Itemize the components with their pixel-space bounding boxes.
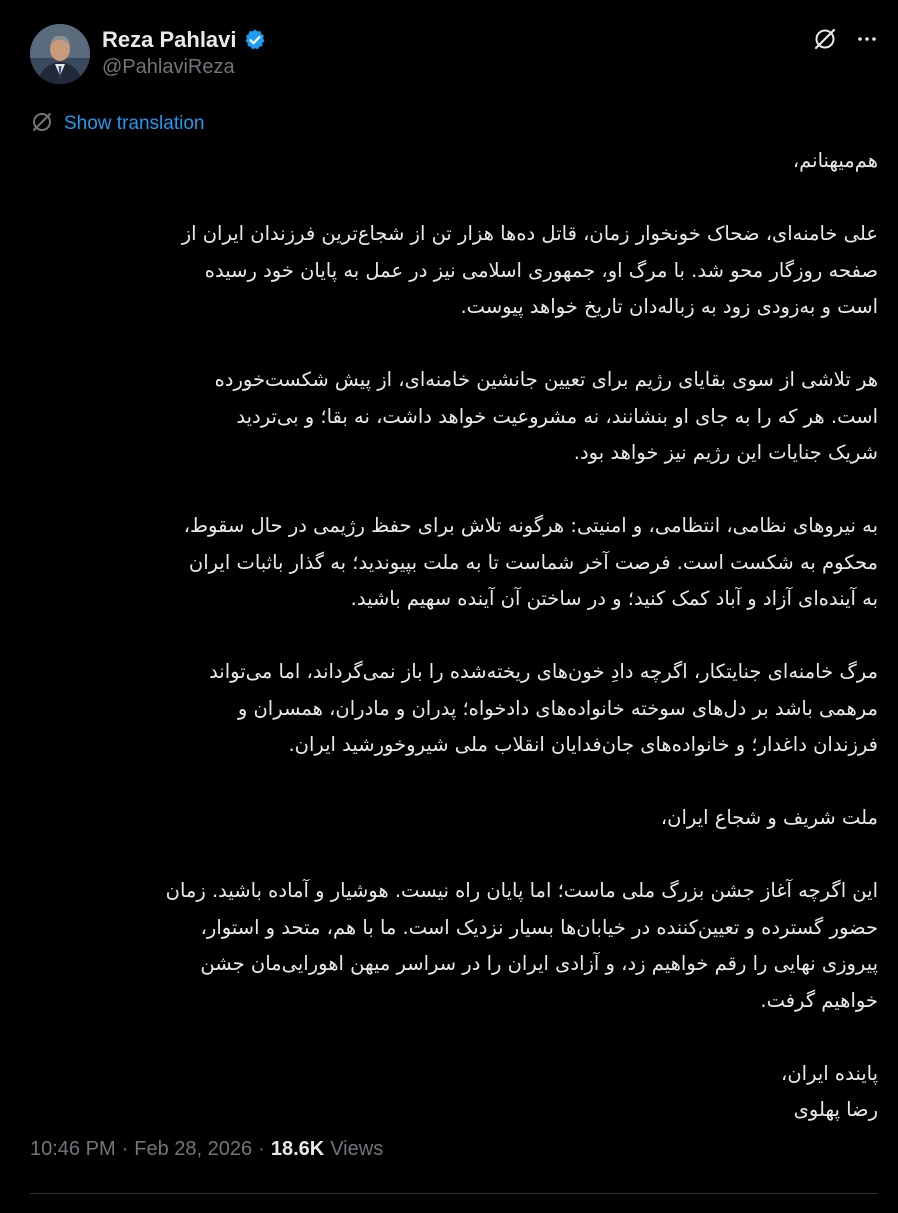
show-translation[interactable] — [30, 110, 204, 138]
text-line: است و به‌زودی زود به زباله‌دان تاریخ خواهد پیوست. — [460, 295, 878, 318]
text-line: علی خامنه‌ای، ضحاک خونخوار زمان، قاتل ده‌ها هزار تن از شجاع‌ترین فرزندان ایران از — [181, 222, 878, 245]
divider — [30, 1193, 878, 1194]
tweet-body — [30, 143, 878, 1129]
header-actions — [812, 26, 880, 52]
text-line: صفحه روزگار محو شد. با مرگ او، جمهوری اسلامی نیز در عمل به پایان خود رسیده — [204, 258, 878, 282]
paragraph-succession — [30, 362, 878, 472]
paragraph-khamenei — [30, 216, 878, 326]
text-line: هر تلاشی از سوی بقایای رژیم برای تعیین جانشین خامنه‌ای، از پیش شکست‌خورده — [214, 368, 878, 391]
paragraph-nation — [30, 800, 878, 837]
author-handle[interactable]: @PahlaviReza — [102, 56, 235, 78]
translate-icon — [30, 110, 54, 138]
text-line: پاینده ایران، — [781, 1061, 878, 1085]
text-line: حضور گسترده و تعیین‌کننده در خیابان‌ها بسیار نزدیک است. ما با هم، متحد و استوار، — [200, 915, 878, 939]
paragraph-families — [30, 654, 878, 764]
text-line: به نیروهای نظامی، انتظامی، و امنیتی: هرگونه تلاش برای حفظ رژیمی در حال سقوط، — [183, 514, 878, 537]
paragraph-call — [30, 873, 878, 1019]
paragraph-forces — [30, 508, 878, 618]
grok-icon[interactable] — [812, 26, 838, 52]
meta-separator: · — [121, 1138, 129, 1160]
views-count: 18.6K — [270, 1138, 325, 1160]
text-line: محکوم به شکست است. فرصت آخر شماست تا به ملت بپیوندید؛ به گذار باثبات ایران — [188, 550, 878, 574]
text-line: فرزندان داغدار؛ و خانواده‌های جان‌فدایان انقلاب ملی شیروخورشید ایران. — [288, 733, 878, 756]
text-line: است. هر که را به جای او بنشانند، نه مشروعیت خواهد داشت، نه بقا؛ و بی‌تردید — [236, 404, 878, 428]
avatar-image — [30, 24, 90, 84]
text-line: به آینده‌ای آزاد و آباد کمک کنید؛ و در ساختن آن آینده سهیم باشید. — [350, 587, 878, 610]
paragraph-greeting — [30, 143, 878, 180]
post-time[interactable]: 10:46 PM — [30, 1138, 116, 1160]
text-line: شریک جنایات این رژیم نیز خواهد بود. — [573, 441, 878, 464]
text-line: پیروزی نهایی را رقم خواهیم زد، و آزادی ایران را در سراسر میهن اهورایی‌مان جشن — [200, 952, 878, 975]
text-line: ملت شریف و شجاع ایران، — [660, 806, 878, 829]
tweet-meta — [30, 1138, 383, 1161]
avatar[interactable] — [30, 24, 90, 84]
verified-badge-icon[interactable] — [243, 28, 267, 52]
text-line: خواهیم گرفت. — [760, 988, 878, 1012]
text-line: این اگرچه آغاز جشن بزرگ ملی ماست؛ اما پایان راه نیست. هوشیار و آماده باشید. زمان — [165, 879, 878, 902]
text-line: مرگ خامنه‌ای جنایتکار، اگرچه دادِ خون‌های ریخته‌شده را باز نمی‌گرداند، اما می‌تواند — [209, 660, 878, 683]
views-label: Views — [330, 1138, 384, 1160]
post-date[interactable]: Feb 28, 2026 — [134, 1138, 253, 1160]
author-name[interactable]: Reza Pahlavi — [102, 27, 237, 52]
show-translation-label[interactable]: Show translation — [64, 113, 205, 134]
signature: رضا پهلوی — [793, 1098, 878, 1121]
text-line: مرهمی باشد بر دل‌های سوخته خانواده‌های دادخواه؛ پدران و مادران، همسران و — [237, 696, 878, 720]
more-icon[interactable] — [854, 26, 880, 52]
text-line: هم‌میهنانم، — [792, 149, 878, 172]
author-block — [102, 26, 267, 79]
paragraph-signoff — [30, 1056, 878, 1129]
meta-separator: · — [258, 1138, 265, 1160]
tweet-header — [30, 22, 880, 86]
